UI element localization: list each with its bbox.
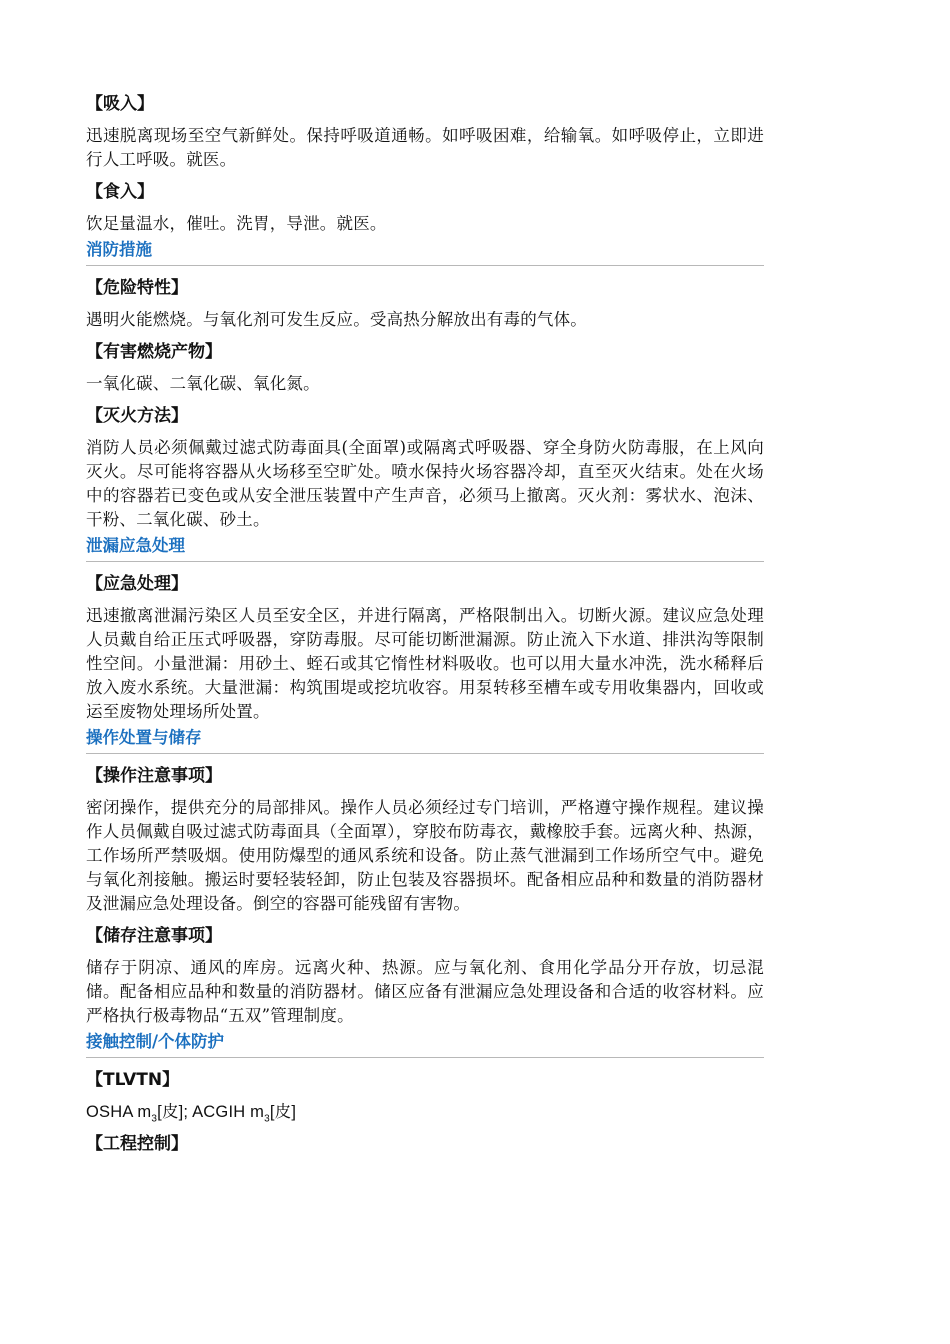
- section-title-exposure: 接触控制/个体防护: [86, 1032, 225, 1051]
- ingest-block: [86, 180, 764, 236]
- storage-heading: 【储存注意事项】: [86, 926, 222, 946]
- section-divider: [86, 265, 764, 266]
- engineering-heading: 【工程控制】: [86, 1134, 188, 1154]
- tlv-sub-b: 3: [264, 1113, 270, 1125]
- tlv-sub-a: 3: [151, 1113, 158, 1125]
- hazard-heading: 【危险特性】: [86, 278, 188, 298]
- ingest-heading: 【食入】: [86, 182, 154, 202]
- emergency-block: [86, 572, 764, 724]
- section-title-fire: 消防措施: [86, 240, 152, 259]
- operation-heading: 【操作注意事项】: [86, 766, 222, 786]
- tlv-block: [86, 1068, 764, 1124]
- storage-block: [86, 924, 764, 1028]
- section-divider: [86, 753, 764, 754]
- extinguish-block: [86, 404, 764, 532]
- inhale-text: 迅速脱离现场至空气新鲜处。保持呼吸道通畅。如呼吸困难，给输氧。如呼吸停止，立即进行人工呼吸。就医。: [86, 126, 764, 169]
- section-title-leak: 泄漏应急处理: [86, 536, 185, 555]
- tlv-text-c: [皮]: [269, 1103, 297, 1121]
- operation-block: [86, 764, 764, 916]
- section-divider: [86, 561, 764, 562]
- engineering-block: [86, 1132, 764, 1156]
- extinguish-heading: 【灭火方法】: [86, 406, 188, 426]
- emergency-text: 迅速撤离泄漏污染区人员至安全区，并进行隔离，严格限制出入。切断火源。建议应急处理人员戴自给正压式呼吸器，穿防毒服。尽可能切断泄漏源。防止流入下水道、排洪沟等限制性空间。小量泄漏：用砂土、蛭石或其它惰性材料吸收。也可以用大量水冲洗，洗水稀释后放入废水系统。大量泄漏：构筑围堤或挖坑收容。用泵转移至槽车或专用收集器内，回收或运至废物处理场所处置。: [86, 606, 764, 721]
- combustion-block: [86, 340, 764, 396]
- combustion-heading: 【有害燃烧产物】: [86, 342, 222, 362]
- hazard-text: 遇明火能燃烧。与氧化剂可发生反应。受高热分解放出有毒的气体。: [86, 310, 587, 329]
- tlv-text-b: [皮]; ACGIH m: [157, 1103, 265, 1121]
- ingest-text: 饮足量温水，催吐。洗胃，导泄。就医。: [86, 214, 387, 233]
- inhale-heading: 【吸入】: [86, 94, 154, 114]
- document-page: [86, 92, 764, 1164]
- tlv-heading: 【TLVTN】: [86, 1070, 180, 1090]
- tlv-text-a: OSHA m: [86, 1103, 152, 1121]
- operation-text: 密闭操作，提供充分的局部排风。操作人员必须经过专门培训，严格遵守操作规程。建议操作人员佩戴自吸过滤式防毒面具（全面罩），穿胶布防毒衣，戴橡胶手套。远离火种、热源，工作场所严禁吸烟。使用防爆型的通风系统和设备。防止蒸气泄漏到工作场所空气中。避免与氧化剂接触。搬运时要轻装轻卸，防止包装及容器损坏。配备相应品种和数量的消防器材及泄漏应急处理设备。倒空的容器可能残留有害物。: [86, 798, 764, 913]
- section-divider: [86, 1057, 764, 1058]
- emergency-heading: 【应急处理】: [86, 574, 188, 594]
- combustion-text: 一氧化碳、二氧化碳、氧化氮。: [86, 374, 320, 393]
- hazard-block: [86, 276, 764, 332]
- section-title-handling: 操作处置与储存: [86, 728, 202, 747]
- storage-text: 储存于阴凉、通风的库房。远离火种、热源。应与氧化剂、食用化学品分开存放，切忌混储。配备相应品种和数量的消防器材。储区应备有泄漏应急处理设备和合适的收容材料。应严格执行极毒物品“五双”管理制度。: [86, 958, 764, 1025]
- inhale-block: [86, 92, 764, 172]
- tlv-text: [86, 1100, 764, 1124]
- extinguish-text: 消防人员必须佩戴过滤式防毒面具(全面罩)或隔离式呼吸器、穿全身防火防毒服，在上风向灭火。尽可能将容器从火场移至空旷处。喷水保持火场容器冷却，直至灭火结束。处在火场中的容器若已变色或从安全泄压装置中产生声音，必须马上撤离。灭火剂：雾状水、泡沫、干粉、二氧化碳、砂土。: [86, 438, 764, 529]
